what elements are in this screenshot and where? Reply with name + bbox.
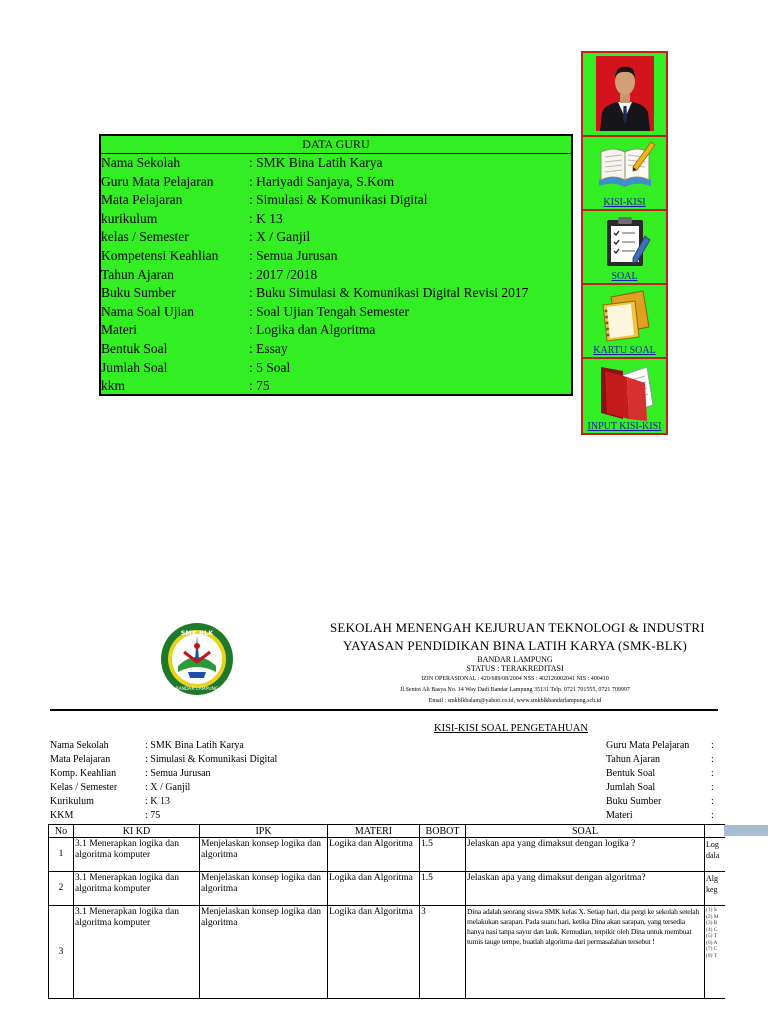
col-header-materi: MATERI xyxy=(328,825,420,838)
table-row: 3 3.1 Menerapkan logika dan algoritma komputer Menjelaskan konsep logika dan algoritma Logika dan Algoritma 3 Dina adalah seorang siswa SMK kelas X. Setiap hari, dia pergi ke sekolah setelah melakukan sarapan. Pada suatu hari, ketika Dina akan sarapan, yang tersedia hanya nasi tanpa sayur dan lauk. Kemudian, terpikir oleh Dina untuk membuat tumis tauge tempe, buatlah algoritma dari permasalahan tersebut ! (1) S (2) M (3) B (4) C (5) T (6) A (7) C (8) T xyxy=(49,906,725,999)
data-guru-value: : Soal Ujian Tengah Semester xyxy=(249,303,410,319)
table-row: 1 3.1 Menerapkan logika dan algoritma komputer Menjelaskan konsep logika dan algoritma Logika dan Algoritma 1.5 Jelaskan apa yang dimaksut dengan logika ? Log dala xyxy=(49,838,725,872)
data-guru-row xyxy=(101,173,571,192)
school-address: Jl.Sentot Ali Basya No. 14 Way Dadi Bandar Lampung 35131 Telp. 0721 701555, 0721 709997 xyxy=(400,687,630,693)
info-row: Kelas / Semester : X / Ganjil xyxy=(50,782,191,793)
data-guru-row xyxy=(101,359,571,378)
data-guru-row xyxy=(101,154,571,173)
info-row: Jumlah Soal : xyxy=(606,782,714,793)
data-guru-value: : Essay xyxy=(249,340,288,356)
nav-soal[interactable] xyxy=(583,209,666,283)
data-guru-value: : Logika dan Algoritma xyxy=(249,322,376,338)
data-guru-row xyxy=(101,266,571,285)
data-guru-label: Mata Pelajaran xyxy=(101,192,183,208)
info-row: KKM : 75 xyxy=(50,810,161,821)
kartu-soal-link[interactable]: KARTU SOAL xyxy=(593,345,656,356)
info-row: Materi : xyxy=(606,810,714,821)
nav-kisi-kisi[interactable] xyxy=(583,135,666,209)
data-guru-row xyxy=(101,247,571,266)
info-row: Nama Sekolah : SMK Bina Latih Karya xyxy=(50,740,244,751)
data-guru-label: Guru Mata Pelajaran xyxy=(101,173,214,189)
data-guru-label: Buku Sumber xyxy=(101,285,176,301)
col-header-bobot: BOBOT xyxy=(420,825,466,838)
teacher-photo xyxy=(596,56,654,131)
data-guru-row xyxy=(101,210,571,229)
school-subtitle: YAYASAN PENDIDIKAN BINA LATIH KARYA (SMK-BLK) xyxy=(342,638,687,653)
info-right xyxy=(606,739,714,823)
data-guru-value: : 2017 /2018 xyxy=(249,266,318,282)
data-guru-label: kelas / Semester xyxy=(101,229,189,245)
document-title: KISI-KISI SOAL PENGETAHUAN xyxy=(434,723,588,734)
data-guru-row xyxy=(101,377,571,396)
kisi-kisi-link[interactable]: KISI-KISI xyxy=(603,197,646,208)
book-pencil-icon xyxy=(593,140,657,192)
data-guru-label: Bentuk Soal xyxy=(101,340,168,356)
header-divider xyxy=(50,709,718,711)
data-guru-row xyxy=(101,303,571,322)
school-city: BANDAR LAMPUNG xyxy=(477,655,553,664)
data-guru-row xyxy=(101,228,571,247)
data-guru-value: : SMK Bina Latih Karya xyxy=(249,155,383,170)
info-row: Tahun Ajaran : xyxy=(606,754,714,765)
soal-link[interactable]: SOAL xyxy=(611,271,638,282)
data-guru-row xyxy=(101,340,571,359)
data-guru-row xyxy=(101,321,571,340)
data-guru-label: Tahun Ajaran xyxy=(101,266,174,282)
data-guru-row xyxy=(101,284,571,303)
school-permit: IZIN OPERASIONAL : 420/689/08/2004 NSS : 402126002041 NIS : 400410 xyxy=(421,676,609,682)
data-guru-rows xyxy=(101,154,571,396)
input-kisi-kisi-link[interactable]: INPUT KISI-KISI xyxy=(587,421,662,432)
col-header-ipk: IPK xyxy=(200,825,328,838)
nav-kartu-soal[interactable] xyxy=(583,283,666,357)
school-title: SEKOLAH MENENGAH KEJURUAN TEKNOLOGI & INDUSTRI xyxy=(330,620,705,635)
data-guru-label: kurikulum xyxy=(101,210,158,226)
data-guru-title: DATA GURU xyxy=(101,136,571,154)
data-guru-value: : Semua Jurusan xyxy=(249,247,338,263)
data-guru-label: Materi xyxy=(101,322,137,338)
data-guru-label: Jumlah Soal xyxy=(101,359,168,375)
school-status: STATUS : TERAKREDITASI xyxy=(466,664,564,673)
table-header-row xyxy=(49,825,725,838)
data-guru-label: kkm xyxy=(101,378,126,394)
data-guru-value: : 75 xyxy=(249,378,270,394)
clipboard-checklist-icon xyxy=(593,214,657,270)
kisi-kisi-table xyxy=(48,824,725,999)
data-guru-label: Kompetensi Keahlian xyxy=(101,247,219,263)
col-header-soal: SOAL xyxy=(466,825,705,838)
nav-input-kisi-kisi[interactable] xyxy=(583,357,666,433)
notebook-icon xyxy=(593,287,657,343)
logo-bottom-text: BANDAR LAMPUNG xyxy=(175,687,219,692)
data-guru-value: : 5 Soal xyxy=(249,359,291,375)
school-logo xyxy=(160,622,234,696)
info-row: Mata Pelajaran : Simulasi & Komunikasi Digital xyxy=(50,754,278,765)
col-header-kikd: KI KD xyxy=(74,825,200,838)
data-guru-value: : Hariyadi Sanjaya, S.Kom xyxy=(249,173,395,189)
data-guru-value: : X / Ganjil xyxy=(249,229,311,245)
info-row: Guru Mata Pelajaran : xyxy=(606,740,714,751)
data-guru-value: : Buku Simulasi & Komunikasi Digital Revisi 2017 xyxy=(249,285,529,301)
info-row: Kurikulum : K 13 xyxy=(50,796,170,807)
school-email: Email : smkblkbalam@yahoo.co.id, www.smkblkbandarlampung.sch.id xyxy=(428,698,602,704)
scroll-highlight-bar xyxy=(724,825,768,836)
data-guru-panel xyxy=(99,134,573,396)
data-guru-value: : Simulasi & Komunikasi Digital xyxy=(249,192,428,208)
data-guru-row xyxy=(101,191,571,210)
info-row: Komp. Keahlian : Semua Jurusan xyxy=(50,768,211,779)
col-header-extra xyxy=(705,825,725,838)
data-guru-label: Nama Sekolah xyxy=(101,155,181,170)
folder-document-icon xyxy=(593,361,657,421)
info-row: Bentuk Soal : xyxy=(606,768,714,779)
info-row: Buku Sumber : xyxy=(606,796,714,807)
col-header-no: No xyxy=(49,825,74,838)
data-guru-label: Nama Soal Ujian xyxy=(101,303,194,319)
teacher-photo-cell xyxy=(583,53,666,135)
logo-top-text: SMK BLK xyxy=(180,629,214,637)
navigation-panel xyxy=(581,51,668,435)
table-row: 2 3.1 Menerapkan logika dan algoritma komputer Menjelaskan konsep logika dan algoritma Logika dan Algoritma 1.5 Jelaskan apa yang dimaksut dengan algoritma? Alg keg xyxy=(49,872,725,906)
info-left xyxy=(50,739,277,823)
data-guru-value: : K 13 xyxy=(249,210,283,226)
